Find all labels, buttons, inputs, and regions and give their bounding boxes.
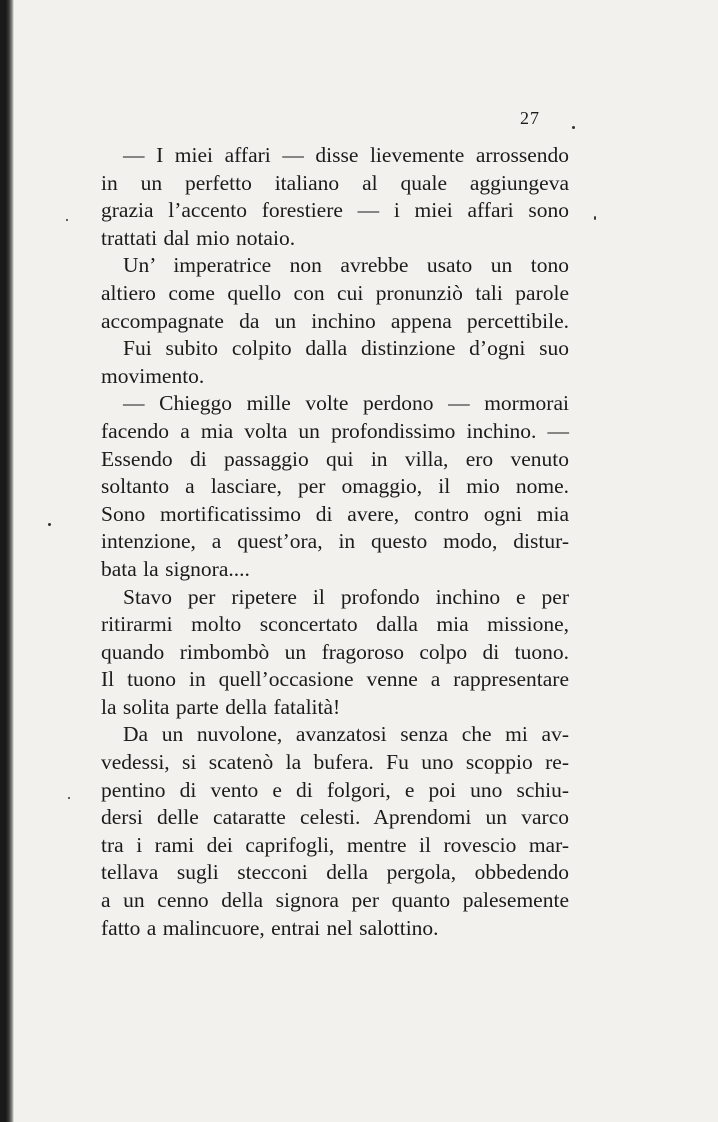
text-line: la solita parte della fatalità! — [101, 694, 341, 719]
text-line: fatto a malincuore, entrai nel salottino. — [101, 915, 439, 940]
text-line: vedessi, si scatenò la bufera. Fu uno scoppio re- — [101, 750, 569, 775]
text-line: Un’ imperatrice non avrebbe usato un tono — [123, 253, 569, 278]
text-line: — I miei affari — disse lievemente arrossendo — [123, 143, 569, 167]
print-speck — [68, 797, 70, 799]
text-line: Essendo di passaggio qui in villa, ero venuto — [101, 446, 569, 471]
text-line: tra i rami dei caprifogli, mentre il rovescio mar- — [101, 832, 569, 857]
print-speck — [48, 523, 51, 526]
text-line: soltanto a lasciare, per omaggio, il mio nome. — [101, 474, 569, 499]
text-line: trattati dal mio notaio. — [101, 225, 296, 250]
text-line: in un perfetto italiano al quale aggiungeva — [101, 170, 569, 195]
body-text — [101, 142, 569, 942]
text-line: Il tuono in quell’occasione venne a rappresentare — [101, 667, 569, 692]
text-line: pentino di vento e di folgori, e poi uno schiu- — [101, 777, 569, 802]
text-line: intenzione, a quest’ora, in questo modo, distur- — [101, 529, 569, 554]
text-line: Fui subito colpito dalla distinzione d’ogni suo — [123, 336, 569, 361]
text-line: accompagnate da un inchino appena percettibile. — [101, 308, 569, 333]
text-line: Da un nuvolone, avanzatosi senza che mi av- — [123, 722, 569, 747]
print-speck — [572, 126, 575, 129]
print-speck — [66, 219, 68, 221]
text-line: tellava sugli stecconi della pergola, obbedendo — [101, 860, 569, 885]
text-line: dersi delle cataratte celesti. Aprendomi un varco — [101, 805, 569, 830]
text-line: — Chieggo mille volte perdono — mormorai — [123, 391, 569, 416]
text-line: facendo a mia volta un profondissimo inchino. — — [101, 418, 569, 443]
text-line: bata la signora.... — [101, 556, 250, 581]
page-number: 27 — [520, 108, 540, 128]
text-line: quando rimbombò un fragoroso colpo di tuono. — [101, 639, 569, 664]
text-line: altiero come quello con cui pronunziò tali parole — [101, 280, 569, 305]
page-binding-edge — [0, 0, 14, 1122]
text-line: ritirarmi molto sconcertato dalla mia missione, — [101, 612, 569, 637]
text-line: Sono mortificatissimo di avere, contro ogni mia — [101, 501, 569, 526]
text-line: a un cenno della signora per quanto palesemente — [101, 888, 569, 913]
text-line: movimento. — [101, 363, 205, 388]
print-speck — [594, 216, 596, 220]
text-line: Stavo per ripetere il profondo inchino e per — [123, 584, 569, 609]
text-line: grazia l’accento forestiere — i miei affari sono — [101, 198, 569, 223]
